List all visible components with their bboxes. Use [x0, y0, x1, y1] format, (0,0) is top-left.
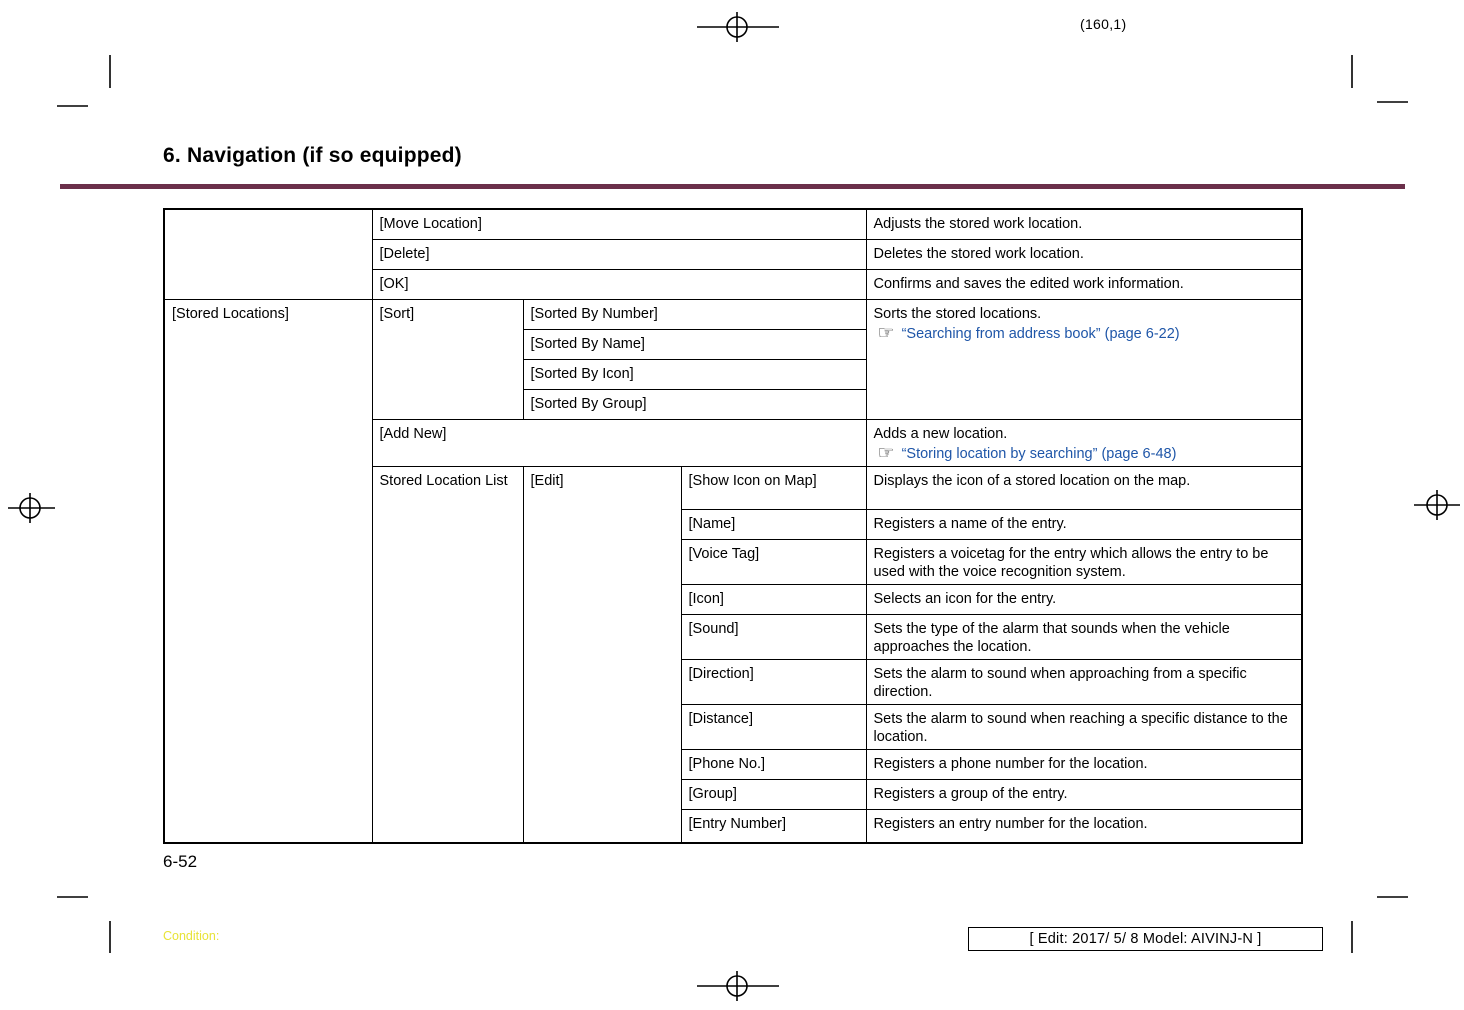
title-rule — [60, 184, 1405, 189]
cell-icon-desc: Selects an icon for the entry. — [866, 584, 1302, 614]
cell-sorted-by-number: [Sorted By Number] — [523, 299, 866, 329]
link-storing-location-by-searching[interactable]: “Storing location by searching” (page 6-48) — [901, 445, 1177, 462]
link-searching-from-address-book[interactable]: “Searching from address book” (page 6-22) — [901, 325, 1180, 342]
cross-reference-line — [874, 442, 1294, 464]
cell-move-location-desc: Adjusts the stored work location. — [866, 209, 1302, 239]
cell-direction-desc: Sets the alarm to sound when approaching from a specific direction. — [866, 659, 1302, 704]
cell-direction: [Direction] — [681, 659, 866, 704]
cell-ok-desc: Confirms and saves the edited work information. — [866, 269, 1302, 299]
crop-mark-top-center — [697, 12, 779, 42]
cell-distance-desc: Sets the alarm to sound when reaching a specific distance to the location. — [866, 704, 1302, 749]
cell-sorted-by-icon: [Sorted By Icon] — [523, 359, 866, 389]
table-row — [164, 299, 1302, 329]
registration-label: (160,1) — [1080, 16, 1127, 32]
cell-sound: [Sound] — [681, 614, 866, 659]
crop-mark-bottom-center — [697, 971, 779, 1001]
cell-add-new: [Add New] — [372, 419, 866, 466]
cross-reference-line — [874, 322, 1294, 344]
table-row — [164, 209, 1302, 239]
cell-sorted-by-name: [Sorted By Name] — [523, 329, 866, 359]
cell-stored-locations: [Stored Locations] — [164, 299, 372, 843]
cell-sort: [Sort] — [372, 299, 523, 419]
pointing-hand-icon: ☞ — [877, 442, 895, 464]
cell-name: [Name] — [681, 509, 866, 539]
cell-add-new-desc — [866, 419, 1302, 466]
crop-mark-left-center — [8, 493, 55, 523]
cell-entry-number-desc: Registers an entry number for the location. — [866, 809, 1302, 843]
cell-group: [Group] — [681, 779, 866, 809]
page-number: 6-52 — [163, 852, 198, 871]
empty-cell — [164, 209, 372, 299]
cell-show-icon-on-map-desc: Displays the icon of a stored location on the map. — [866, 466, 1302, 509]
edit-stamp: [ Edit: 2017/ 5/ 8 Model: AIVINJ-N ] — [968, 927, 1323, 951]
navigation-settings-table — [163, 208, 1303, 844]
section-title: 6. Navigation (if so equipped) — [163, 144, 462, 167]
crop-mark-right-center — [1414, 490, 1460, 520]
condition-label: Condition: — [163, 929, 220, 943]
cell-group-desc: Registers a group of the entry. — [866, 779, 1302, 809]
cell-move-location: [Move Location] — [372, 209, 866, 239]
cell-name-desc: Registers a name of the entry. — [866, 509, 1302, 539]
cell-voice-tag-desc: Registers a voicetag for the entry which allows the entry to be used with the voice recognition system. — [866, 539, 1302, 584]
cell-entry-number: [Entry Number] — [681, 809, 866, 843]
cell-icon: [Icon] — [681, 584, 866, 614]
cell-voice-tag: [Voice Tag] — [681, 539, 866, 584]
cell-sort-desc — [866, 299, 1302, 419]
pointing-hand-icon: ☞ — [877, 322, 895, 344]
cell-delete-desc: Deletes the stored work location. — [866, 239, 1302, 269]
add-new-desc-text: Adds a new location. — [873, 425, 1008, 442]
cell-phone-no: [Phone No.] — [681, 749, 866, 779]
cell-show-icon-on-map: [Show Icon on Map] — [681, 466, 866, 509]
cell-distance: [Distance] — [681, 704, 866, 749]
cell-sorted-by-group: [Sorted By Group] — [523, 389, 866, 419]
cell-stored-location-list: Stored Location List — [372, 466, 523, 843]
cell-delete: [Delete] — [372, 239, 866, 269]
cell-edit: [Edit] — [523, 466, 681, 843]
cell-sound-desc: Sets the type of the alarm that sounds when the vehicle approaches the location. — [866, 614, 1302, 659]
cell-ok: [OK] — [372, 269, 866, 299]
sort-desc-text: Sorts the stored locations. — [873, 305, 1042, 322]
cell-phone-no-desc: Registers a phone number for the location. — [866, 749, 1302, 779]
